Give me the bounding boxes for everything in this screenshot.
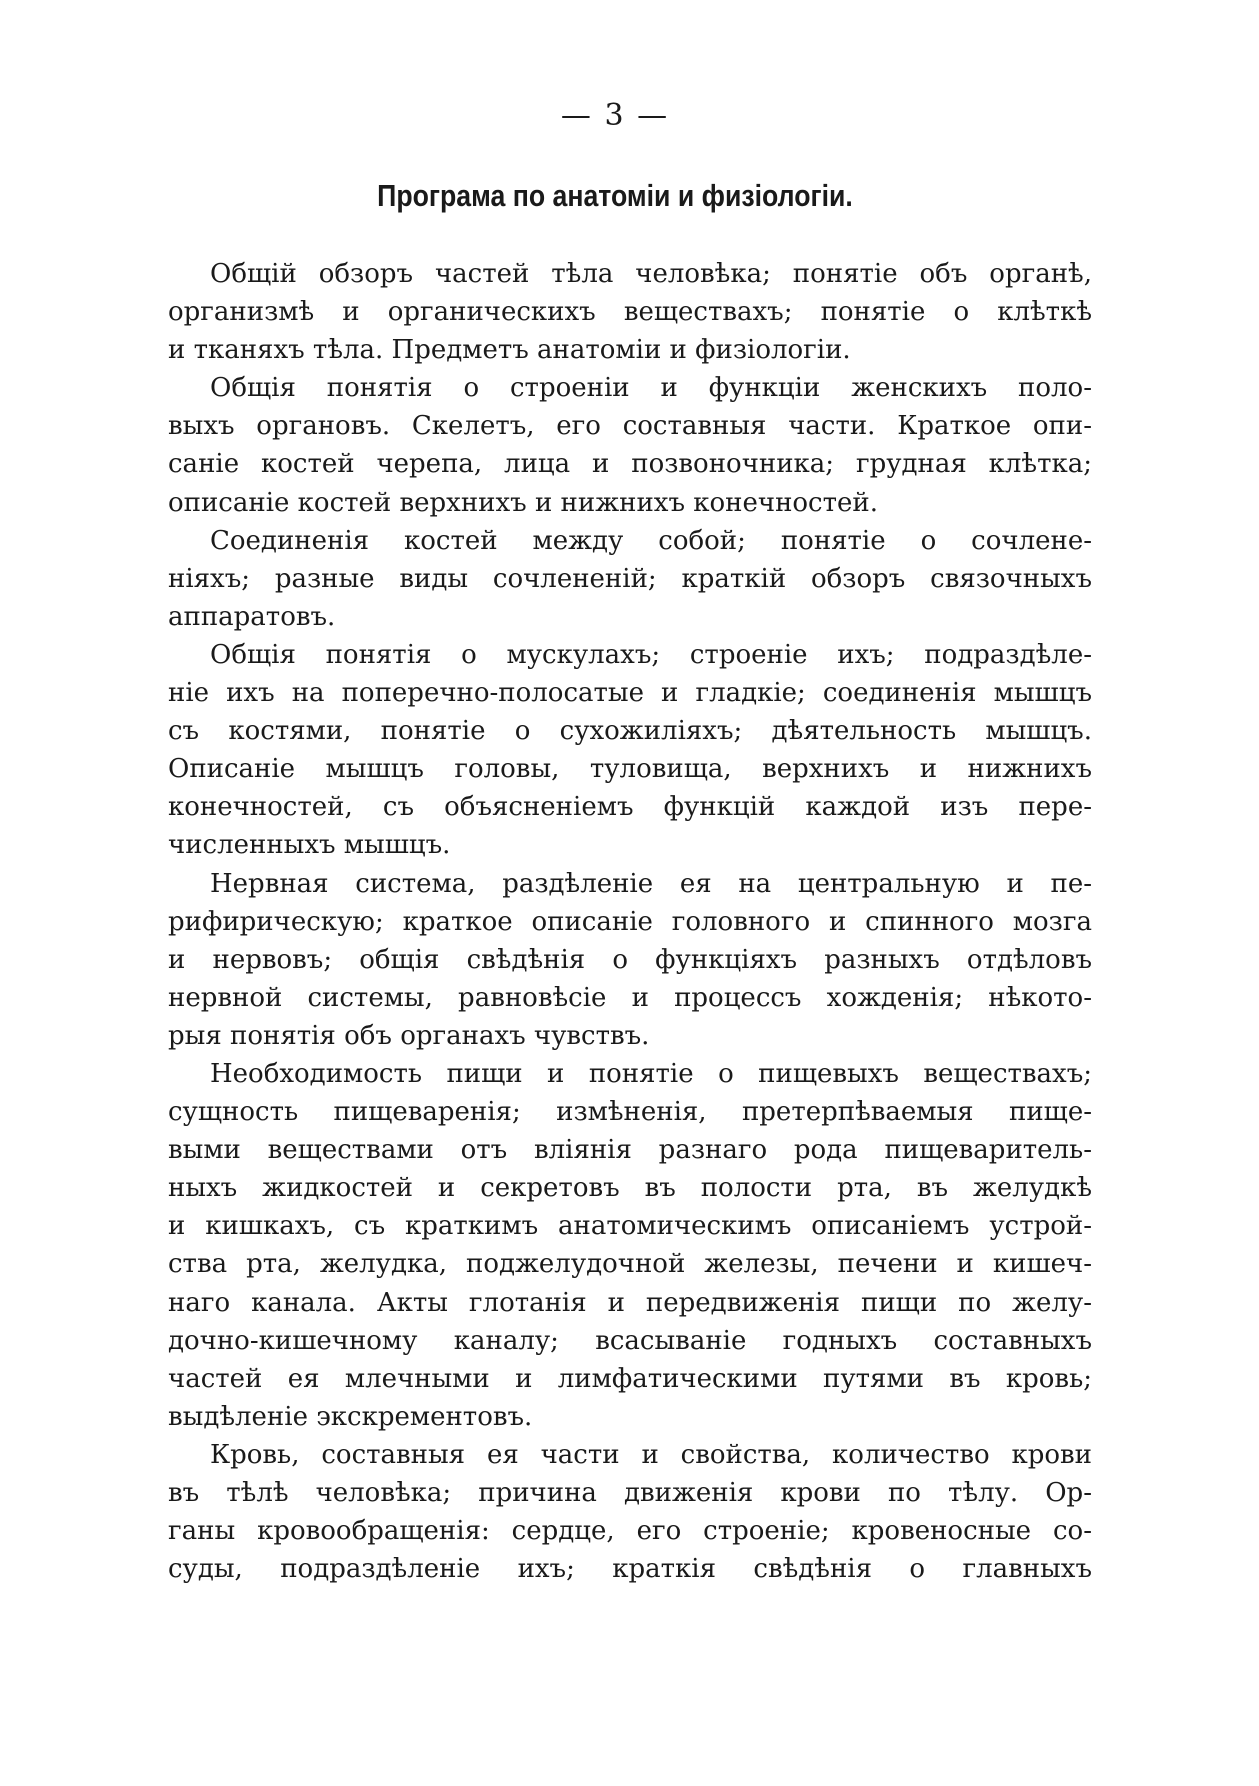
text-line: Нервная система, раздѣленіе ея на центральную и пе- <box>210 868 1092 899</box>
text-line: въ тѣлѣ человѣка; причина движенія крови по тѣлу. Ор- <box>168 1478 1092 1508</box>
paragraph <box>168 255 1092 369</box>
text-line: Общія понятія о мускулахъ; строеніе ихъ; подраздѣле- <box>210 639 1092 670</box>
text-line: и нервовъ; общія свѣдѣнія о функціяхъ разныхъ отдѣловъ <box>168 944 1092 975</box>
text-line: съ костями, понятіе о сухожиліяхъ; дѣятельность мышцъ. <box>168 716 1092 747</box>
paragraph <box>168 1436 1092 1588</box>
text-line: суды, подраздѣленіе ихъ; краткія свѣдѣнія о главныхъ <box>168 1554 1092 1585</box>
text-line: Общій обзоръ частей тѣла человѣка; понятіе объ органѣ, <box>210 259 1092 289</box>
text-line: и кишкахъ, съ краткимъ анатомическимъ описаніемъ устрой- <box>168 1211 1092 1242</box>
text-line: Кровь, составныя ея части и свойства, количество крови <box>210 1439 1092 1470</box>
text-line: и тканяхъ тѣла. Предметъ анатоміи и физіологіи. <box>168 335 851 366</box>
text-line: нервной системы, равновѣсіе и процессъ хожденія; нѣкото- <box>168 982 1092 1013</box>
text-line: ства рта, желудка, поджелудочной железы, печени и кишеч- <box>168 1249 1092 1280</box>
page-number: — 3 — <box>560 98 670 133</box>
text-line: выхъ органовъ. Скелетъ, его составныя части. Краткое опи- <box>168 411 1092 442</box>
text-line: Общія понятія о строеніи и функціи женскихъ поло- <box>210 373 1092 404</box>
text-line: рифирическую; краткое описаніе головного и спинного мозга <box>168 906 1092 937</box>
text-line: ныхъ жидкостей и секретовъ въ полости рта, въ желудкѣ <box>168 1173 1092 1204</box>
body-text <box>168 255 1092 1588</box>
text-line: выми веществами отъ вліянія разнаго рода пищеваритель- <box>168 1135 1092 1166</box>
text-line: Соединенія костей между собой; понятіе о сочлене- <box>210 525 1092 556</box>
paragraph <box>168 865 1092 1055</box>
text-line: наго канала. Акты глотанія и передвиженія пищи по желу- <box>168 1287 1092 1318</box>
text-line: ганы кровообращенія: сердце, его строеніе; кровеносные со- <box>168 1516 1092 1547</box>
text-line: сущность пищеваренія; измѣненія, претерпѣваемыя пище- <box>168 1097 1092 1128</box>
text-line: ніе ихъ на поперечно-полосатые и гладкіе; соединенія мышцъ <box>168 678 1092 709</box>
paragraph <box>168 636 1092 865</box>
text-line: Необходимость пищи и понятіе о пищевыхъ веществахъ; <box>210 1058 1092 1089</box>
page-title: Програма по анатоміи и физіологіи. <box>377 178 853 213</box>
text-line: саніе костей черепа, лица и позвоночника; грудная клѣтка; <box>168 449 1092 480</box>
text-line: ніяхъ; разные виды сочлененій; краткій обзоръ связочныхъ <box>168 563 1092 594</box>
text-line: дочно-кишечному каналу; всасываніе годныхъ составныхъ <box>168 1325 1092 1356</box>
text-line: численныхъ мышцъ. <box>168 830 451 861</box>
text-line: аппаратовъ. <box>168 601 336 632</box>
text-line: выдѣленіе экскрементовъ. <box>168 1401 533 1432</box>
text-line: организмѣ и органическихъ веществахъ; понятіе о клѣткѣ <box>168 297 1092 328</box>
text-line: конечностей, съ объясненіемъ функцій каждой изъ пере- <box>168 792 1092 823</box>
text-line: описаніе костей верхнихъ и нижнихъ конечностей. <box>168 487 878 518</box>
text-line: рыя понятія объ органахъ чувствъ. <box>168 1020 650 1051</box>
text-line: частей ея млечными и лимфатическими путями въ кровь; <box>168 1363 1092 1394</box>
paragraph <box>168 1055 1092 1436</box>
text-line: Описаніе мышцъ головы, туловища, верхнихъ и нижнихъ <box>168 754 1092 785</box>
paragraph <box>168 369 1092 521</box>
paragraph <box>168 522 1092 636</box>
